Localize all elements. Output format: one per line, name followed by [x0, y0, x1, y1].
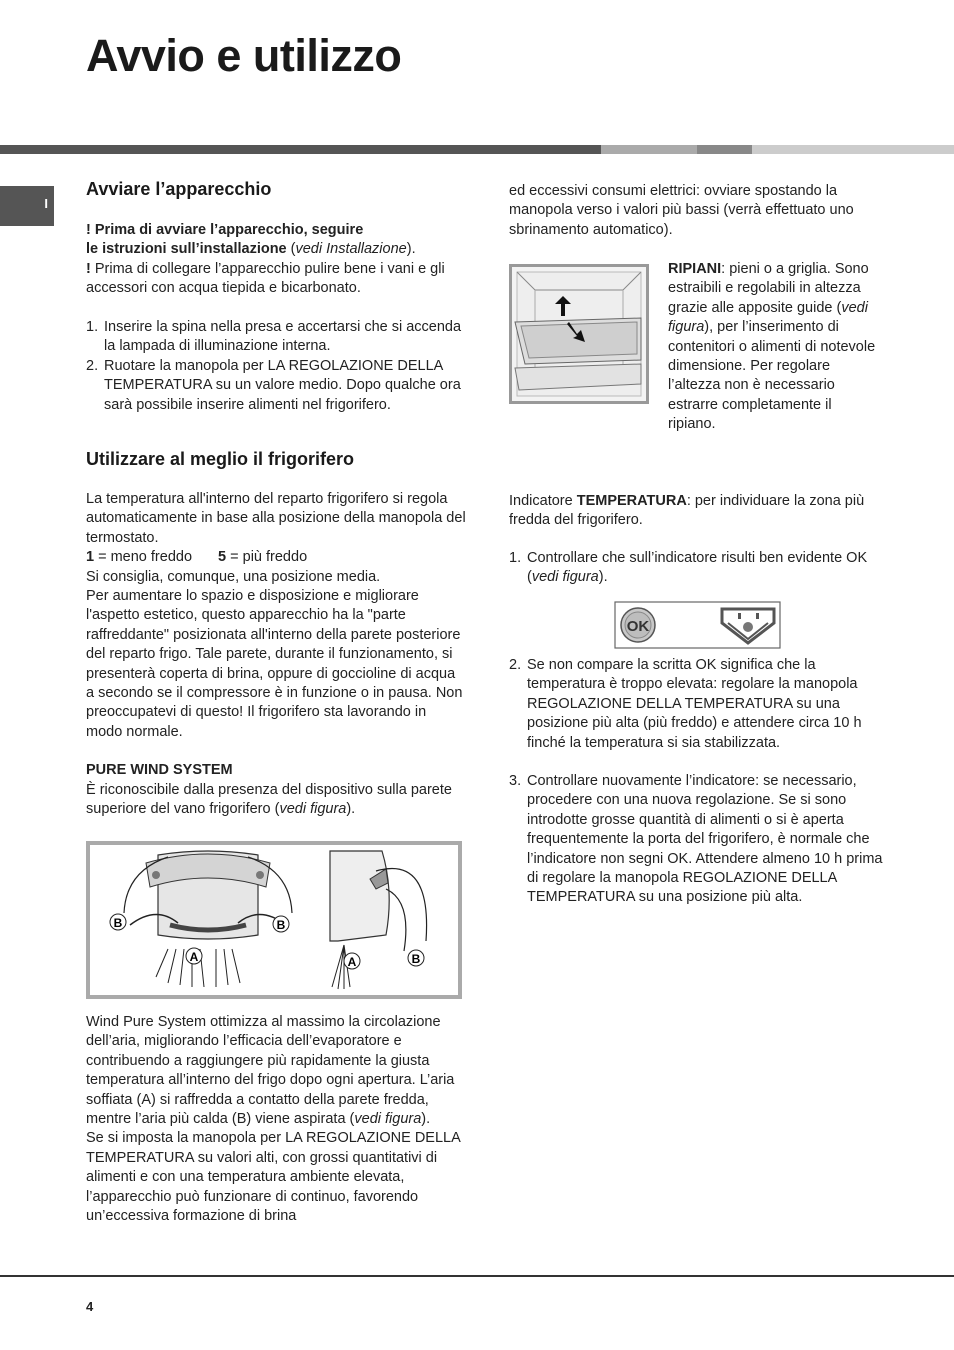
label-b-left: B	[113, 916, 123, 930]
pws-ref: vedi figura	[279, 801, 347, 818]
step-text: Inserire la spina nella presa e accertarsi che si accenda la lampada di illuminazione interna.	[104, 319, 462, 355]
scale-5-text: = più freddo	[226, 549, 308, 566]
wind-body	[86, 1013, 466, 1226]
start-steps	[86, 318, 466, 415]
scale-1-num: 1	[86, 549, 95, 566]
warning-bold-b: le istruzioni sull’installazione	[86, 241, 287, 258]
pws-heading: PURE WIND SYSTEM	[86, 762, 233, 779]
indicator-steps-2-3	[509, 656, 885, 908]
label-b-side: B	[411, 952, 421, 966]
header-bar-darkgray	[697, 145, 752, 154]
usage-p1: La temperatura all'interno del reparto frigorifero si regola automaticamente in base alla posizione della manopola del termostato.	[86, 491, 466, 546]
list-item: 1. Controllare che sull’indicatore risulti ben evidente OK (vedi figura).	[509, 550, 868, 586]
warning-bang: !	[86, 222, 91, 238]
page-title: Avvio e utilizzo	[86, 30, 402, 81]
ripiani-ref: vedi figura	[668, 299, 868, 336]
language-tab: I	[0, 186, 54, 226]
footer-rule	[0, 1275, 954, 1277]
shelf-description: RIPIANI: pieni o a griglia. Sono estraibili e regolabili in altezza grazie alle apposite guide (vedi figura), per l’inserimento di contenitori o alimenti di notevole dimensione. Per regolare l’altezza non è necessario estrarre completamente il ripiano.	[668, 261, 876, 433]
warning-clean-text: Prima di collegare l’apparecchio pulire bene i vani e gli accessori con acqua tiepida e bicarbonato.	[86, 260, 445, 297]
warning-install	[86, 221, 466, 260]
pws-text: È riconoscibile dalla presenza del dispositivo sulla parete superiore del vano frigorifero (vedi figura).	[86, 781, 452, 818]
header-bar-dark	[0, 145, 601, 154]
label-b-right: B	[276, 918, 286, 932]
indicator-intro: Indicatore TEMPERATURA: per individuare la zona più fredda del frigorifero.	[509, 493, 865, 529]
step-number: 2.	[86, 357, 99, 374]
page-number: 4	[86, 1299, 94, 1314]
usage-body	[86, 490, 466, 820]
wind-p1: Wind Pure System ottimizza al massimo la circolazione dell’aria, migliorando l’efficacia dell’evaporatore e contribuendo a raggiungere più rapidamente la giusta temperatura all’interno del frigo dopo ogni apertura. L’aria soffiata (A) si raffredda a contatto della parete fredda, mentre l’aria più calda (B) viene aspirata (vedi figura).	[86, 1014, 455, 1128]
ok-indicator-figure	[614, 601, 781, 649]
section-heading-usage: Utilizzare al meglio il frigorifero	[86, 449, 355, 469]
list-item: 3. Controllare nuovamente l’indicatore: se necessario, procedere con una nuova regolazione. Se si sono introdotte grosse quantità di alimenti o si è aperta frequentemente la porta del frigorifero, è normale che l’indicatore non segni OK. Attendere almeno 10 h prima di regolare la manopola REGOLAZIONE DELLA TEMPERATURA su una posizione più alta.	[509, 773, 883, 906]
ripiani-label: RIPIANI	[668, 261, 722, 277]
warning-bold-a: Prima di avviare l’apparecchio, seguire	[94, 222, 364, 238]
scale-5-num: 5	[218, 549, 227, 566]
step-number: 1.	[86, 319, 99, 335]
warning-close: ).	[406, 241, 416, 258]
usage-p3: Per aumentare lo spazio e disposizione e migliorare l'aspetto estetico, questo apparecchio ha la "parte raffreddante" posizionata all'interno della parete posteriore del reparto frigo. Tale parete, durante il funzionamento, si presenterà coperta di brina, oppure di goccioline di acqua a secondo se il compressore è in funzione o in pausa. Non preoccupatevi di questo! Il frigorifero sta lavorando in modo normale.	[86, 588, 463, 740]
list-item	[86, 318, 466, 357]
warning-clean	[86, 260, 466, 299]
header-bar-light	[752, 145, 954, 154]
thermostat-scale	[86, 548, 466, 567]
pure-wind-figure	[86, 841, 462, 999]
ok-label: OK	[626, 618, 650, 635]
list-item	[86, 357, 466, 415]
start-warnings	[86, 221, 466, 299]
header-bar-mid	[601, 145, 697, 154]
indicator-label: TEMPERATURA	[576, 493, 687, 509]
indicator-step-1	[509, 549, 885, 588]
scale-1-text: = meno freddo	[94, 549, 193, 566]
label-a-left: A	[189, 950, 199, 964]
list-item: 2. Se non compare la scritta OK significa che la temperatura è troppo elevata: regolare la manopola REGOLAZIONE DELLA TEMPERATURA su una posizione più alta (più freddo) e attendere circa 10 h finché la temperatura si sia stabilizzata.	[509, 657, 862, 751]
step1-ref: vedi figura	[531, 569, 599, 586]
shelf-figure	[509, 264, 649, 404]
wind-ref: vedi figura	[354, 1111, 422, 1128]
usage-p2: Si consiglia, comunque, una posizione media.	[86, 568, 381, 585]
step-text: Ruotare la manopola per LA REGOLAZIONE DELLA TEMPERATURA su un valore medio. Dopo qualche ora sarà possibile inserire alimenti nel frigorifero.	[104, 357, 461, 413]
right-continuation: ed eccessivi consumi elettrici: ovviare spostando la manopola verso i valori più bassi (verrà effettuato uno sbrinamento automatico).	[509, 183, 854, 238]
wind-p2: Se si imposta la manopola per LA REGOLAZIONE DELLA TEMPERATURA su valori alti, con grossi quantitativi di alimenti e con una temperatura ambiente elevata, l’apparecchio può funzionare di continuo, favorendo un’eccessiva formazione di brina	[86, 1130, 460, 1225]
section-heading-start: Avviare l’apparecchio	[86, 179, 272, 199]
warning-ref: vedi Installazione	[295, 241, 407, 258]
label-a-right: A	[347, 955, 357, 969]
warning-open: (	[286, 241, 296, 258]
warning-bang: !	[86, 260, 91, 277]
